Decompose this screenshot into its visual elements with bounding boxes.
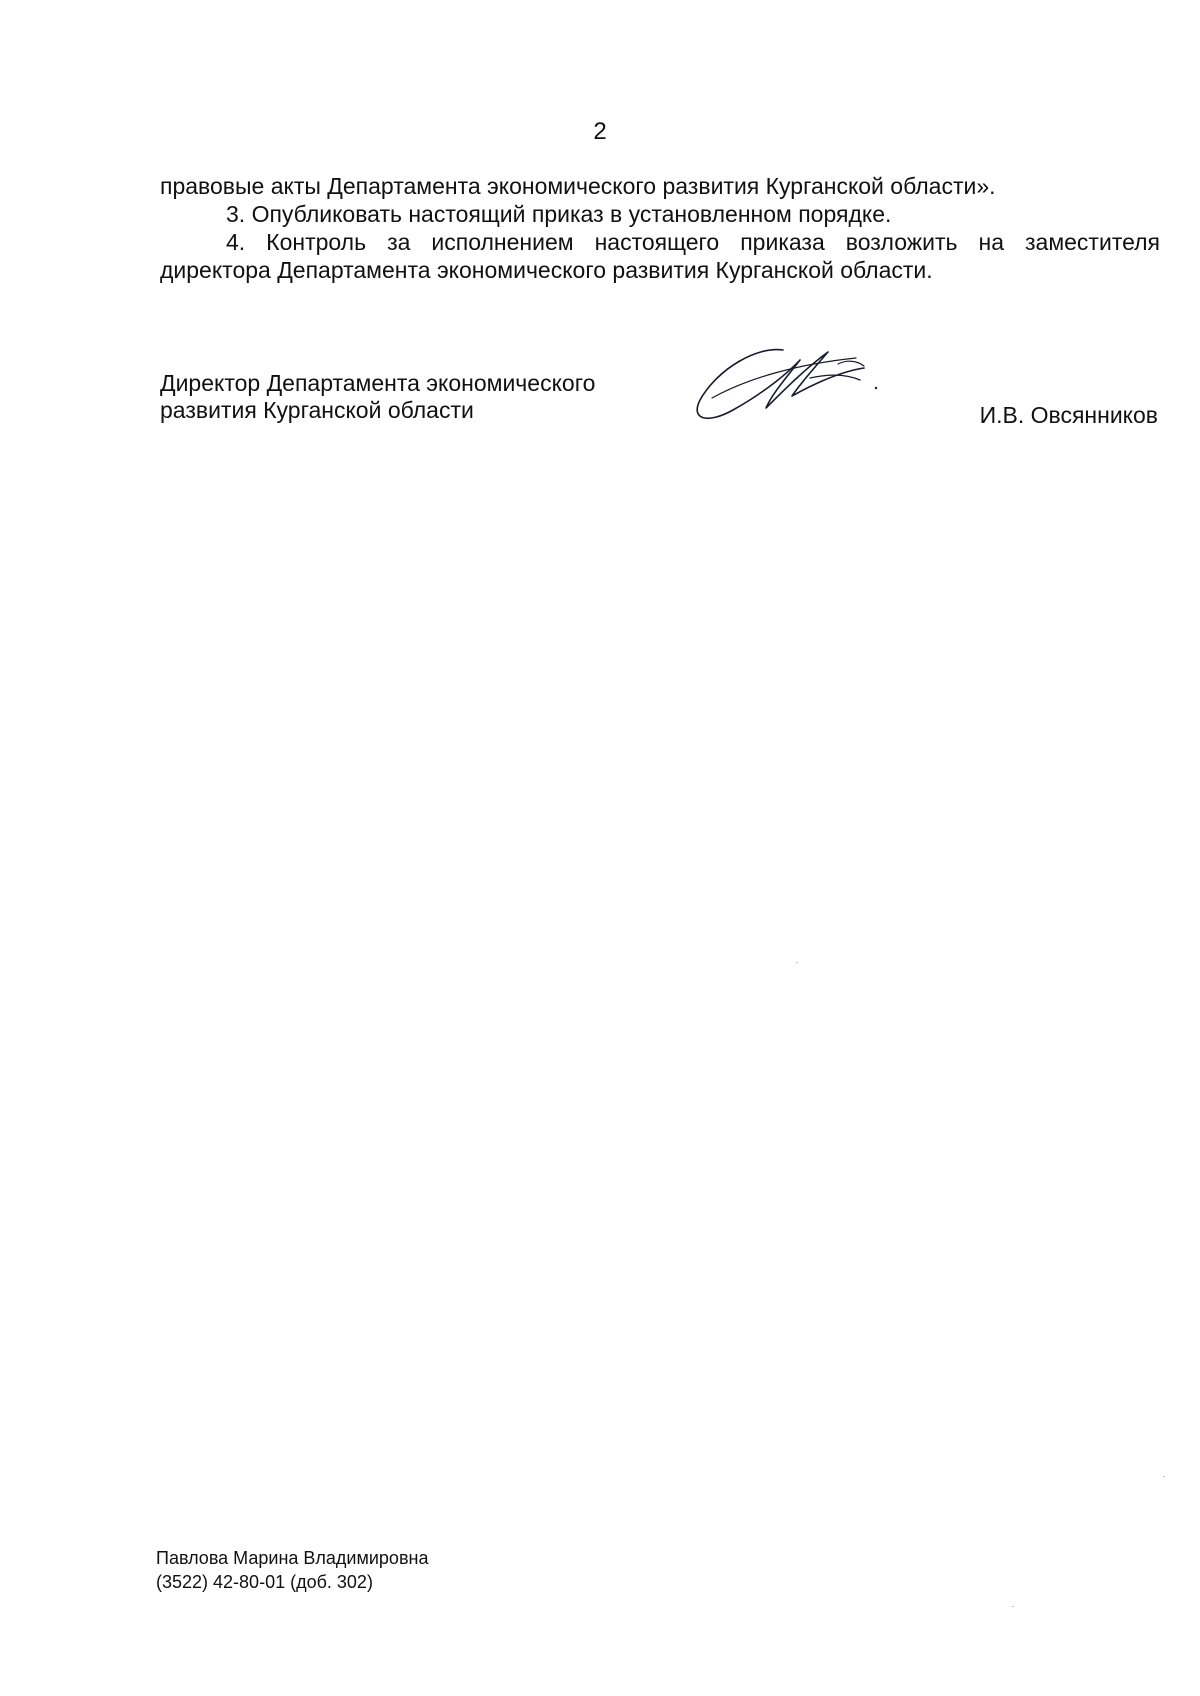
executor-phone: (3522) 42-80-01 (доб. 302) [156,1572,373,1592]
signer-position-line-1: Директор Департамента экономического [160,370,596,396]
executor-info [156,1546,428,1594]
paragraph-item-3: 3. Опубликовать настоящий приказ в установленном порядке. [226,201,892,227]
scan-speck [796,962,798,963]
order-text [160,172,1160,284]
scan-speck [1012,1606,1014,1607]
scan-speck [1163,1476,1165,1477]
paragraph-continuation: правовые акты Департамента экономического развития Курганской области». [160,173,996,199]
page-number: 2 [593,118,607,145]
signer-position [160,370,680,424]
signer-position-line-2: развития Курганской области [160,397,474,423]
handwritten-signature [688,338,898,438]
executor-name: Павлова Марина Владимировна [156,1548,429,1568]
paragraph-item-4: 4. Контроль за исполнением настоящего приказа возложить на заместителя директора Департамента экономического развития Курганской области. [160,229,1160,283]
signer-name: И.В. Овсянников [979,402,1158,428]
